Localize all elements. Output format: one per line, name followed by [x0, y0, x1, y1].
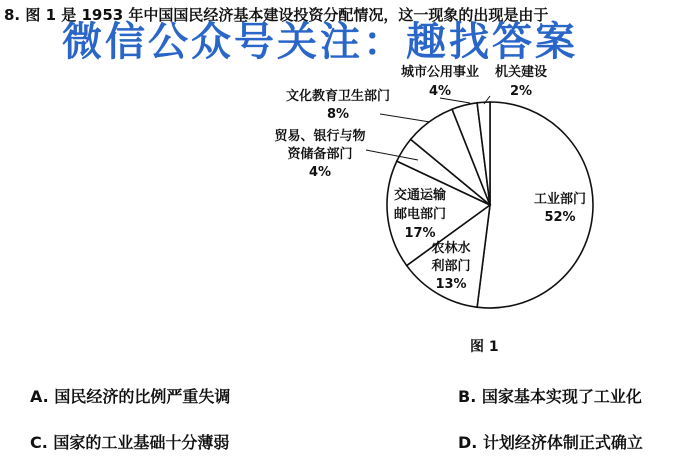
slice-label-3-line-0: 贸易、银行与物	[274, 129, 366, 144]
slice-label-6-line-1: 2%	[509, 84, 533, 99]
figure-caption: 图 1	[470, 339, 499, 355]
slice-label-5-line-1: 4%	[428, 84, 452, 99]
option-c[interactable]: C. 国家的工业基础十分薄弱	[30, 433, 230, 452]
watermark-text: 微信公众号关注：趣找答案	[62, 19, 578, 65]
option-b[interactable]: B. 国家基本实现了工业化	[458, 387, 642, 406]
leader-line-4	[380, 114, 430, 122]
slice-label-1-line-0: 农林水	[431, 241, 471, 256]
slice-label-0-line-1: 52%	[544, 210, 576, 225]
slice-label-5-line-0: 城市公用事业	[400, 65, 480, 80]
slice-label-2-line-1: 邮电部门	[393, 207, 447, 222]
slice-label-1-line-1: 利部门	[431, 259, 471, 274]
slice-label-2-line-2: 17%	[404, 226, 436, 241]
question-stem: 8. 图 1 是 1953 年中国国民经济基本建设投资分配情况，这一现象的出现是由于	[4, 6, 549, 24]
slice-label-4-line-0: 文化教育卫生部门	[285, 89, 391, 104]
slice-label-3-line-1: 资储备部门	[287, 147, 353, 162]
slice-label-4-line-1: 8%	[326, 107, 350, 122]
slice-label-2-line-0: 交通运输	[393, 188, 447, 203]
option-d[interactable]: D. 计划经济体制正式确立	[458, 433, 643, 452]
option-a[interactable]: A. 国民经济的比例严重失调	[30, 387, 231, 406]
slice-label-0-line-0: 工业部门	[533, 192, 587, 207]
slice-label-1-line-2: 13%	[435, 277, 467, 292]
slice-label-3-line-2: 4%	[308, 165, 332, 180]
slice-label-6-line-0: 机关建设	[494, 65, 548, 80]
